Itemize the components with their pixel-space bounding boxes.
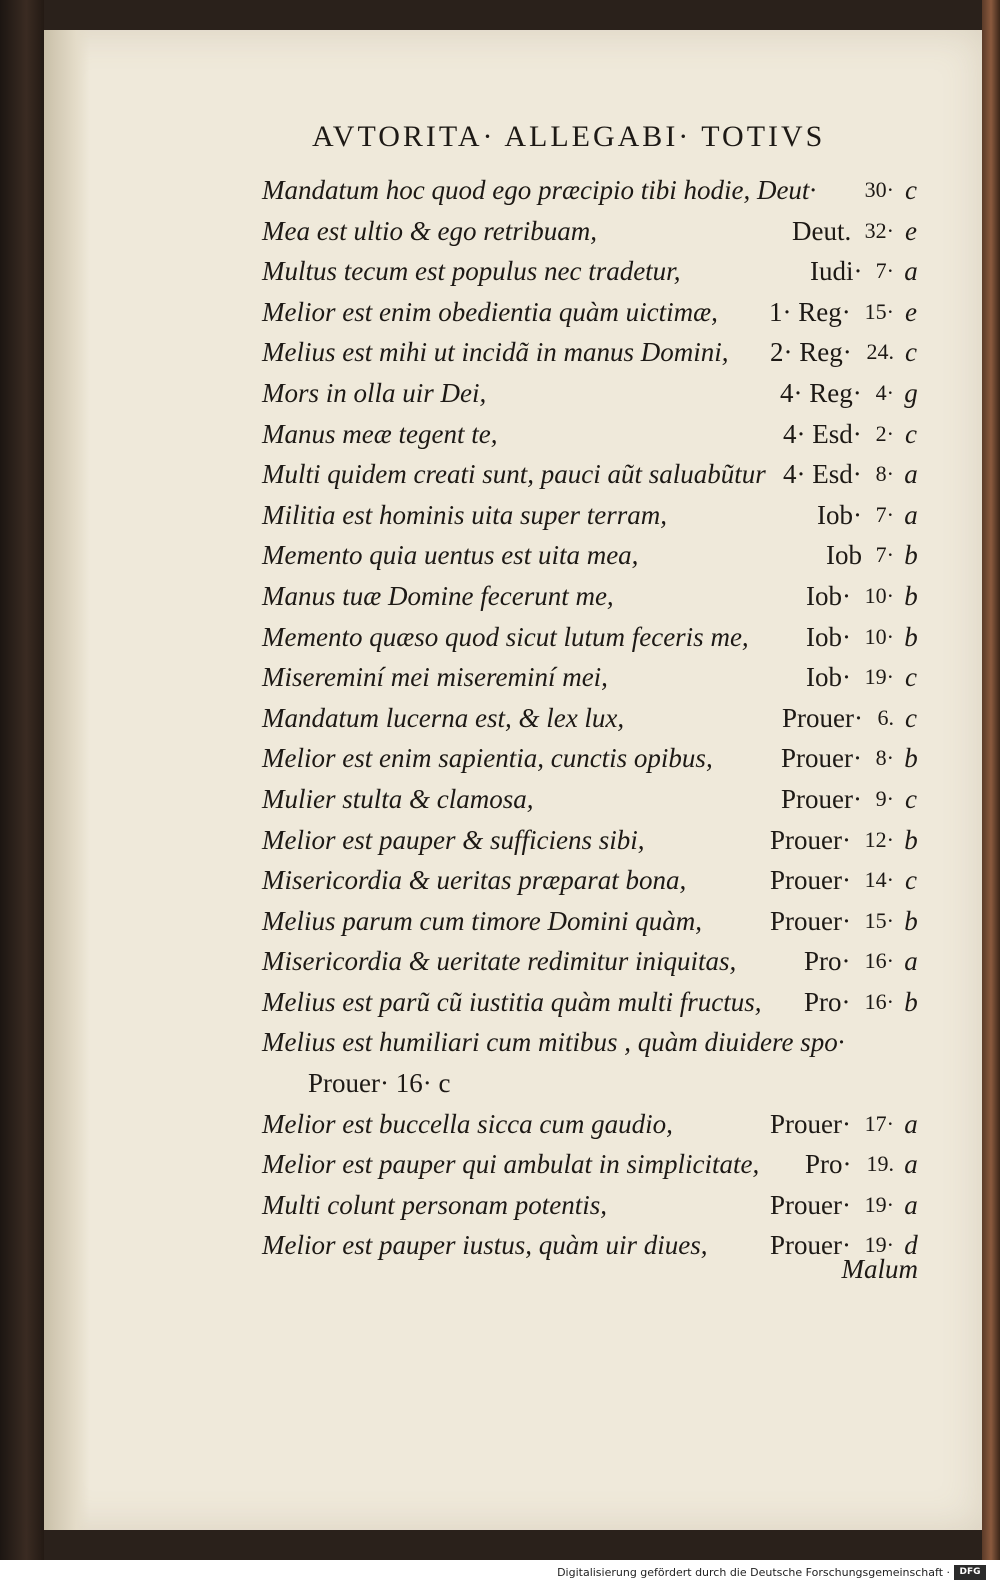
entry-chapter: 17· [864,1110,894,1136]
entry-text: Manus meæ tegent te, [262,418,498,449]
index-entry [262,820,922,861]
entry-source: Iob· [806,662,851,693]
entry-section-letter: a [904,256,918,287]
entry-chapter: 16· [864,988,894,1014]
entry-text: Prouer· 16· c [308,1068,451,1099]
entry-chapter: 14· [864,867,894,893]
index-entry [262,535,922,576]
index-entry [262,1022,922,1063]
entry-text: Melius est mihi ut incidã in manus Domini, [262,337,729,368]
footer-bar [0,1560,1000,1586]
entry-section-letter: b [904,621,918,652]
index-entry [262,941,922,982]
page-gutter-shadow [44,30,90,1530]
index-entries [262,170,922,1266]
entry-text: Mulier stulta & clamosa, [262,783,534,814]
index-entry [262,1063,922,1104]
entry-chapter: 6. [877,704,894,730]
funding-notice: Digitalisierung gefördert durch die Deutsche Forschungsgemeinschaft · [557,1566,950,1579]
entry-chapter: 7· [875,542,894,568]
entry-text: Melior est pauper qui ambulat in simplicitate, [262,1149,760,1180]
entry-section-letter: a [904,1149,918,1180]
entry-section-letter: a [904,1108,918,1139]
entry-source: 4· Esd· [783,418,862,449]
book-cover-edge [982,0,1000,1560]
entry-text: Melius parum cum timore Domini quàm, [262,905,702,936]
entry-text: Manus tuæ Domine fecerunt me, [262,580,614,611]
entry-section-letter: b [904,580,918,611]
entry-source: 1· Reg· [769,296,851,327]
entry-text: Mors in olla uir Dei, [262,377,487,408]
entry-source: Prouer· [782,702,863,733]
entry-source: Prouer· [770,1230,851,1261]
entry-chapter: 2· [875,420,894,446]
index-entry [262,657,922,698]
entry-source: Prouer· [770,1189,851,1220]
entry-section-letter: c [905,175,917,205]
entry-section-letter: a [904,459,918,490]
index-entry [262,860,922,901]
entry-text: Multi colunt personam potentis, [262,1189,607,1220]
entry-source: Prouer· [770,865,851,896]
entry-chapter: 16· [864,948,894,974]
entry-chapter: 9· [875,785,894,811]
index-entry [262,414,922,455]
index-entry [262,495,922,536]
entry-source: Pro· [804,986,851,1017]
entry-text: Militia est hominis uita super terram, [262,499,667,530]
entry-section-letter: e [905,296,917,327]
catchword: Malum [841,1254,918,1284]
entry-chapter: 24. [866,339,894,365]
index-entry [262,251,922,292]
entry-chapter: 10· [864,623,894,649]
entry-chapter: 7· [875,501,894,527]
entry-text: Mandatum hoc quod ego præcipio tibi hodie, Deut· [262,175,817,205]
index-entry [262,779,922,820]
entry-chapter: 4· [875,379,894,405]
entry-chapter: 19. [866,1151,894,1177]
entry-text: Memento quia uentus est uita mea, [262,540,639,571]
entry-source: Iob· [817,499,862,530]
dfg-logo-icon: DFG [954,1565,986,1580]
index-entry [262,698,922,739]
entry-text: Misericordia & ueritate redimitur iniquitas, [262,946,737,977]
entry-source: Iudi· [810,256,863,287]
entry-section-letter: e [905,215,917,246]
entry-source: Iob [826,540,862,571]
entry-section-letter: c [905,865,917,896]
index-entry [262,1144,922,1185]
entry-chapter: 12· [864,826,894,852]
entry-chapter: 19· [864,664,894,690]
index-entry [262,170,922,211]
entry-text: Melius est humiliari cum mitibus , quàm diuidere spo· [262,1027,845,1058]
entry-text: Multi quidem creati sunt, pauci aũt saluabũtur [262,459,766,490]
index-entry [262,211,922,252]
entry-source: Prouer· [781,783,862,814]
entry-chapter: 32· [864,217,894,243]
running-head: AVTORITA· ALLEGABI· TOTIVS [312,120,826,153]
entry-text: Mandatum lucerna est, & lex lux, [262,702,625,733]
entry-section-letter: d [904,1230,918,1261]
entry-section-letter: a [904,1189,918,1220]
index-entry [262,332,922,373]
entry-section-letter: c [905,662,917,693]
entry-source: Deut. [792,215,852,246]
index-entry [262,1185,922,1226]
entry-source: Prouer· [781,743,862,774]
entry-source: 2· Reg· [770,337,852,368]
entry-section-letter: c [905,702,917,733]
index-entry [262,901,922,942]
entry-chapter: 8· [875,461,894,487]
entry-chapter: 7· [875,258,894,284]
entry-source: Pro· [805,1149,852,1180]
entry-source: Iob· [806,621,851,652]
entry-source: Prouer· [770,905,851,936]
entry-chapter: 15· [864,298,894,324]
index-entry [262,738,922,779]
entry-source: Prouer· [770,824,851,855]
index-entry [262,454,922,495]
entry-section-letter: b [904,540,918,571]
entry-chapter: 30· [864,177,894,202]
entry-section-letter: b [904,905,918,936]
entry-section-letter: a [904,499,918,530]
entry-text: Misericordia & ueritas præparat bona, [262,865,687,896]
entry-section-letter: c [905,418,917,449]
entry-text: Melior est enim obedientia quàm uictimæ, [262,296,718,327]
entry-section-letter: c [905,783,917,814]
book-spine-edge [0,0,44,1560]
entry-text: Melior est pauper & sufficiens sibi, [262,824,645,855]
entry-section-letter: b [904,743,918,774]
entry-text: Mea est ultio & ego retribuam, [262,215,597,246]
entry-text: Melior est enim sapientia, cunctis opibus, [262,743,713,774]
entry-text: Misereminí mei misereminí mei, [262,662,608,693]
entry-text: Melius est parũ cũ iustitia quàm multi fructus, [262,986,762,1017]
entry-chapter: 10· [864,582,894,608]
entry-source: 4· Esd· [783,459,862,490]
entry-source: Prouer· [770,1108,851,1139]
index-entry [262,982,922,1023]
entry-source: Iob· [806,580,851,611]
entry-section-letter: b [904,986,918,1017]
entry-section-letter: g [904,377,918,408]
entry-section-letter: a [904,946,918,977]
index-entry [262,617,922,658]
entry-source: 4· Reg· [780,377,862,408]
entry-text: Memento quæso quod sicut lutum feceris me, [262,621,749,652]
entry-text: Melior est pauper iustus, quàm uir diues, [262,1230,708,1261]
index-entry [262,373,922,414]
entry-chapter: 15· [864,907,894,933]
entry-chapter: 19· [864,1191,894,1217]
entry-section-letter: b [904,824,918,855]
entry-text: Melior est buccella sicca cum gaudio, [262,1108,673,1139]
index-entry [262,1225,922,1266]
entry-chapter: 19· [864,1232,894,1258]
index-entry [262,1104,922,1145]
entry-source: Pro· [804,946,851,977]
entry-section-letter: c [905,337,917,368]
index-entry [262,292,922,333]
entry-text: Multus tecum est populus nec tradetur, [262,256,681,287]
index-entry [262,576,922,617]
entry-chapter: 8· [875,745,894,771]
